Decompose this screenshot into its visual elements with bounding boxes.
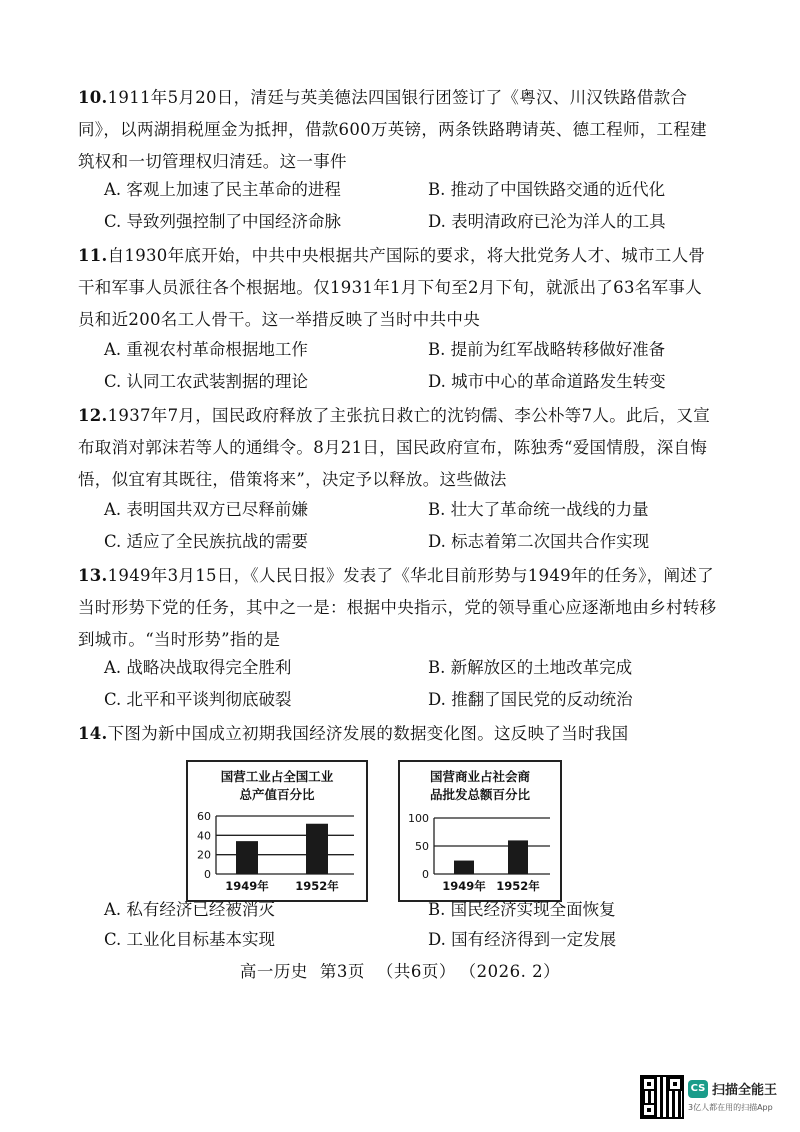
chart-title-line2: 总产值百分比 xyxy=(239,787,315,802)
q14-option-b: B. 国民经济实现全面恢复 xyxy=(428,900,616,919)
question-12-stem xyxy=(78,400,718,496)
question-14-stem xyxy=(78,718,718,750)
x-tick-label: 1952年 xyxy=(295,879,339,893)
q13-option-d: D. 推翻了国民党的反动统治 xyxy=(428,690,633,709)
q14-option-c: C. 工业化目标基本实现 xyxy=(104,930,276,949)
q10-option-b: B. 推动了中国铁路交通的近代化 xyxy=(428,180,666,199)
q14-option-a: A. 私有经济已经被消灭 xyxy=(104,900,275,919)
q13-option-a: A. 战略决战取得完全胜利 xyxy=(104,658,292,677)
question-number: 12. xyxy=(78,406,108,425)
chart-state-commerce xyxy=(398,760,562,902)
bar-1949年 xyxy=(454,861,474,874)
chart-plot xyxy=(188,806,366,898)
page-footer xyxy=(0,958,800,982)
y-tick-label: 20 xyxy=(197,848,211,862)
bar-1952年 xyxy=(306,824,328,874)
y-tick-label: 0 xyxy=(204,868,211,881)
q12-option-b: B. 壮大了革命统一战线的力量 xyxy=(428,500,649,519)
q10-option-d: D. 表明清政府已沦为洋人的工具 xyxy=(428,212,666,231)
question-text: 下图为新中国成立初期我国经济发展的数据变化图。这反映了当时我国 xyxy=(107,724,629,743)
y-tick-label: 0 xyxy=(422,868,429,881)
x-tick-label: 1949年 xyxy=(442,879,486,893)
scanner-app-name: 扫描全能王 xyxy=(712,1083,778,1098)
question-text: 自1930年底开始，中共中央根据共产国际的要求，将大批党务人才、城市工人骨干和军事人员派往各个根据地。仅1931年1月下旬至2月下旬，就派出了63名军事人员和近200名工人骨干。这一举措反映了当时中共中央 xyxy=(78,246,706,329)
question-number: 14. xyxy=(78,724,108,743)
y-tick-label: 40 xyxy=(197,829,211,843)
y-tick-label: 50 xyxy=(415,840,429,853)
q11-option-c: C. 认同工农武装割据的理论 xyxy=(104,372,309,391)
q11-option-b: B. 提前为红军战略转移做好准备 xyxy=(428,340,666,359)
chart-title-line2: 品批发总额百分比 xyxy=(429,787,530,802)
chart-plot xyxy=(400,806,560,898)
x-tick-label: 1952年 xyxy=(496,879,540,893)
q11-option-a: A. 重视农村革命根据地工作 xyxy=(104,340,308,359)
question-10-stem xyxy=(78,82,718,178)
footer-subject: 高一历史 xyxy=(239,962,308,981)
qr-code-icon xyxy=(640,1075,684,1119)
q13-option-b: B. 新解放区的土地改革完成 xyxy=(428,658,633,677)
footer-page: 第3页 xyxy=(319,962,365,981)
chart-title-line1: 国营商业占社会商 xyxy=(429,769,530,784)
bar-1949年 xyxy=(236,841,258,874)
chart-title-line1: 国营工业占全国工业 xyxy=(220,769,334,784)
q12-option-d: D. 标志着第二次国共合作实现 xyxy=(428,532,650,551)
chart-state-industry xyxy=(186,760,368,902)
bar-1952年 xyxy=(508,840,528,874)
question-11-stem xyxy=(78,240,718,336)
q10-option-c: C. 导致列强控制了中国经济命脉 xyxy=(104,212,342,231)
question-number: 11. xyxy=(78,246,108,265)
question-13-stem xyxy=(78,560,718,656)
scanner-tagline: 3亿人都在用的扫描App xyxy=(688,1103,773,1112)
question-text: 1949年3月15日，《人民日报》发表了《华北目前形势与1949年的任务》，阐述了当时形势下党的任务，其中之一是：根据中央指示，党的领导重心应逐渐地由乡村转移到城市。“当时形势”指的是 xyxy=(78,566,717,649)
question-text: 1937年7月，国民政府释放了主张抗日救亡的沈钧儒、李公朴等7人。此后，又宣布取消对郭沫若等人的通缉令。8月21日，国民政府宣布，陈独秀“爱国情殷，深自悔悟，似宜宥其既往，借策将来”，决定予以释放。这些做法 xyxy=(78,406,710,489)
question-number: 13. xyxy=(78,566,108,585)
question-text: 1911年5月20日，清廷与英美德法四国银行团签订了《粤汉、川汉铁路借款合同》，以两湖捐税厘金为抵押，借款600万英镑，两条铁路聘请英、德工程师，工程建筑权和一切管理权归清廷。这一事件 xyxy=(78,88,707,171)
footer-date: （2026. 2） xyxy=(467,962,561,981)
footer-total: （共6页） xyxy=(376,962,456,981)
camscanner-logo-icon: CS xyxy=(688,1080,708,1098)
q13-option-c: C. 北平和平谈判彻底破裂 xyxy=(104,690,292,709)
q10-option-a: A. 客观上加速了民主革命的进程 xyxy=(104,180,341,199)
y-tick-label: 60 xyxy=(197,810,211,823)
q11-option-d: D. 城市中心的革命道路发生转变 xyxy=(428,372,666,391)
y-tick-label: 100 xyxy=(408,812,429,825)
x-tick-label: 1949年 xyxy=(225,879,269,893)
q12-option-c: C. 适应了全民族抗战的需要 xyxy=(104,532,309,551)
question-number: 10. xyxy=(78,88,108,107)
q14-option-d: D. 国有经济得到一定发展 xyxy=(428,930,617,949)
q12-option-a: A. 表明国共双方已尽释前嫌 xyxy=(104,500,308,519)
